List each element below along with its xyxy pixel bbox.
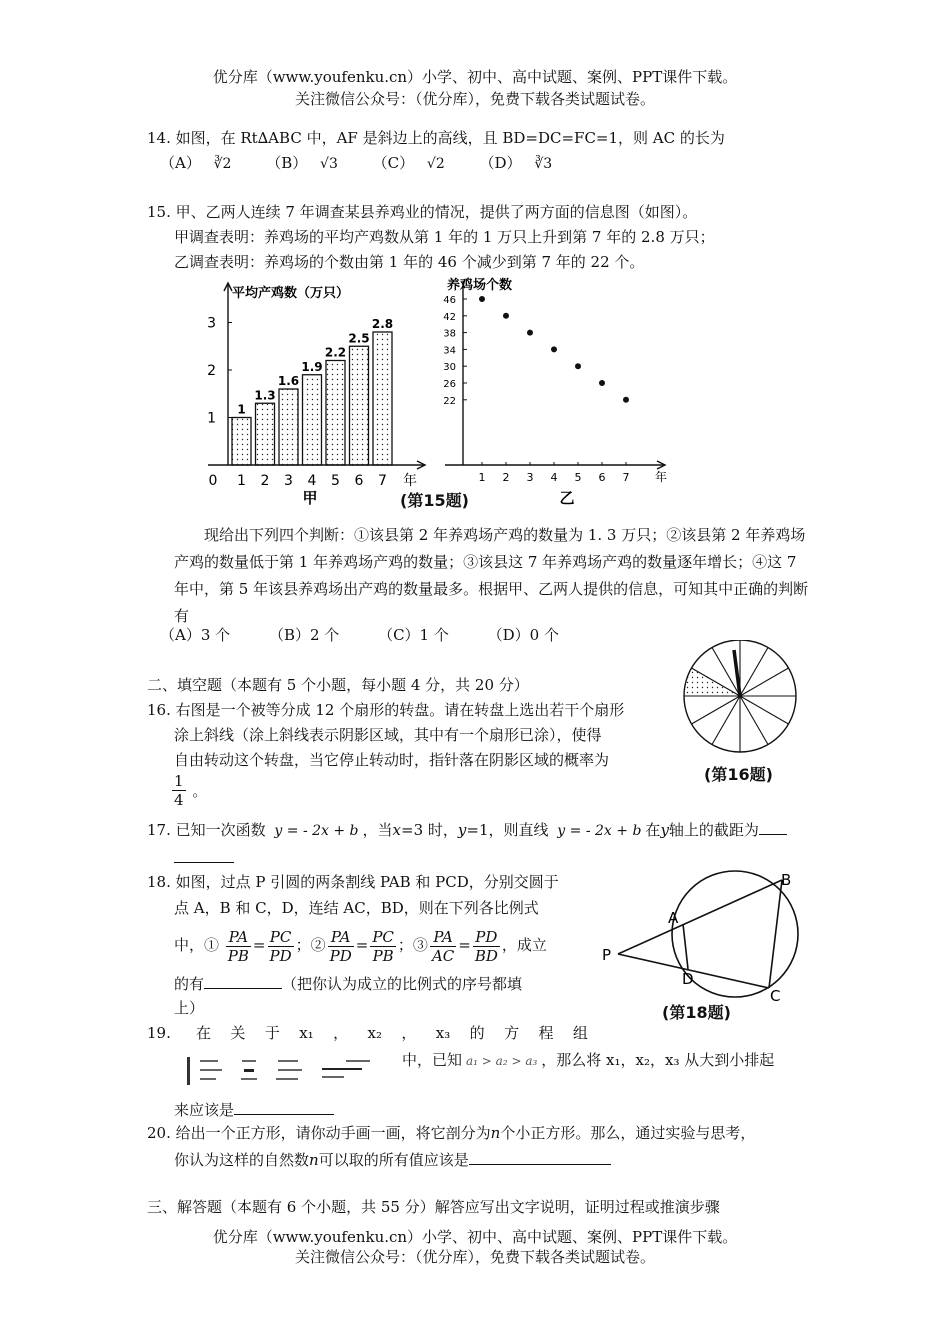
- q19-w4: ，: [333, 1024, 349, 1042]
- jia-bar-value-label: 2.5: [348, 331, 370, 346]
- q18-f3-num: PA: [430, 928, 456, 947]
- jia-x-tick-label: 7: [378, 473, 387, 489]
- jia-x-tick-label: 6: [354, 473, 364, 489]
- q18-post: ，成立: [501, 936, 547, 954]
- spinner-divider: [740, 668, 788, 696]
- q19-w2: 于: [264, 1024, 280, 1042]
- jia-caption: 甲: [302, 489, 318, 507]
- yi-y-tick-label: 34: [443, 345, 456, 357]
- q18-line-2: 点 A，B 和 C，D，连结 AC，BD，则在下列各比例式: [174, 899, 539, 917]
- header-line-1: 优分库（www.youfenku.cn）小学、初中、高中试题、案例、PPT课件下载。: [212, 68, 738, 86]
- q18-figure: [598, 868, 818, 1008]
- yi-y-tick-label: 22: [443, 395, 456, 407]
- q17-y: y: [457, 821, 467, 839]
- q15-option-c: （C）1 个: [378, 626, 449, 644]
- q16-line-1: 16. 右图是一个被等分成 12 个扇形的转盘。请在转盘上选出若干个扇形: [147, 701, 625, 719]
- jia-bar-value-label: 1.9: [301, 359, 323, 374]
- q14-options: [160, 152, 552, 175]
- q15-figure: [195, 277, 675, 512]
- q15-option-d: （D）0 个: [487, 626, 559, 644]
- q19-line-2: [402, 1049, 774, 1072]
- jia-bar-value-label: 2.8: [371, 317, 394, 331]
- q16-line-3: 自由转动这个转盘，当它停止转动时，指针落在阴影区域的概率为: [174, 751, 610, 769]
- q18-f2r-den: PB: [372, 946, 394, 965]
- yi-x-tick-label: 7: [622, 471, 630, 484]
- chart-yi: [443, 277, 667, 507]
- q19-w10: 程: [538, 1024, 554, 1042]
- q14-option-c-label: （C）: [372, 154, 415, 172]
- q18-f2-num: PA: [328, 928, 354, 947]
- q15-jia: 甲调查表明：养鸡场的平均产鸡数从第 1 年的 1 万只上升到第 7 年的 2.8 万只；: [174, 228, 715, 246]
- yi-x-tick-label: 3: [526, 471, 534, 484]
- q14-stem: 14. 如图，在 Rt∆ABC 中，AF 是斜边上的高线，且 BD=DC=FC=1，则 AC 的长为: [147, 129, 725, 147]
- q15-stem: 15. 甲、乙两人连续 7 年调查某县养鸡业的情况，提供了两方面的信息图（如图）。: [147, 203, 698, 221]
- q19-w0: 在: [196, 1024, 212, 1042]
- footer-line-2: 关注微信公众号：（优分库），免费下载各类试题试卷。: [294, 1248, 655, 1266]
- q15-options: [160, 624, 559, 646]
- jia-bar: [303, 375, 322, 465]
- q20-l1a: 20. 给出一个正方形，请你动手画一画，将它剖分为: [147, 1124, 491, 1142]
- q20-line-2: [174, 1148, 611, 1171]
- yi-point: [575, 363, 581, 369]
- jia-x-tick-label: 3: [284, 473, 293, 489]
- yi-y-tick-label: 46: [443, 295, 456, 306]
- q16-answer-fraction: [170, 772, 207, 809]
- yi-y-tick-label: 26: [443, 379, 456, 390]
- q16-end: 。: [192, 782, 208, 800]
- yi-x-tick-label: 1: [478, 471, 486, 484]
- q17-e: 在: [645, 821, 661, 839]
- jia-bar: [373, 332, 392, 465]
- jia-bar: [232, 418, 251, 466]
- q18-frac-3-left: [430, 928, 456, 965]
- q19-w5: x₂: [367, 1024, 382, 1042]
- spinner-divider: [740, 648, 768, 696]
- q16-line-2: 涂上斜线（涂上斜线表示阴影区域，其中有一个扇形已涂），使得: [174, 726, 602, 744]
- q17-c: =3 时，: [401, 821, 458, 839]
- chart-jia: [207, 283, 425, 507]
- jia-x-tick-label: 1: [237, 473, 246, 489]
- yi-x-label: 年: [654, 470, 668, 484]
- yi-x-tick-label: 6: [598, 471, 606, 484]
- section2-title: 二、填空题（本题有 5 个小题，每小题 4 分，共 20 分）: [147, 676, 529, 694]
- q18-f3-den: AC: [431, 946, 455, 965]
- q18-f3r-num: PD: [473, 928, 500, 947]
- jia-y-tick-label: 3: [207, 315, 216, 332]
- yi-point: [479, 296, 485, 302]
- q19-w1: 关: [230, 1024, 246, 1042]
- q19-w9: 方: [504, 1024, 520, 1042]
- q18-line-1: 18. 如图，过点 P 引圆的两条割线 PAB 和 PCD，分别交圆于: [147, 873, 559, 891]
- yi-point: [503, 313, 509, 319]
- q15-body: 现给出下列四个判断：①该县第 2 年养鸡场产鸡的数量为 1. 3 万只；②该县第 2 年养鸡场产鸡的数量低于第 1 年养鸡场产鸡的数量；③该县这 7 年养鸡场产鸡的数量逐年增长；④这 7 年中，第 5 年该县养鸡场出产鸡的数量最多。根据甲、乙两人提供的信息，可知其中正确的判断有: [174, 526, 809, 625]
- q17-f: 轴上的截距为: [668, 821, 759, 839]
- q14-option-b-label: （B）: [266, 154, 308, 172]
- q20-n1: n: [490, 1124, 501, 1142]
- jia-y-tick-label: 2: [207, 363, 216, 379]
- q18-f1-num: PA: [226, 928, 251, 947]
- q16-spinner: [680, 640, 800, 760]
- q18-l4b: （把你认为成立的比例式的序号都填: [282, 975, 523, 993]
- q17-a: 17. 已知一次函数: [147, 821, 266, 839]
- q20-n2: n: [309, 1151, 319, 1169]
- q18-chord-ad: [683, 924, 688, 969]
- q17-line: [147, 818, 787, 842]
- jia-x-tick-label: 4: [307, 473, 317, 489]
- q19-w8: 的: [469, 1024, 485, 1042]
- jia-origin-label: 0: [208, 473, 218, 489]
- yi-x-tick-label: 2: [502, 471, 510, 484]
- q18-f1r-den: PD: [269, 946, 292, 965]
- q18-frac-2-right: [370, 928, 396, 965]
- q17-answer-blank-a[interactable]: [759, 818, 787, 835]
- q15-figure-caption: (第15题): [400, 491, 469, 510]
- q19-spread-words: [196, 1022, 588, 1044]
- q18-f3r-den: BD: [474, 946, 498, 965]
- q18-frac-3-right: [473, 928, 500, 965]
- q18-line-4: [174, 972, 522, 995]
- q18-label-b: B: [781, 871, 792, 889]
- q18-answer-blank[interactable]: [204, 972, 282, 989]
- q20-answer-blank[interactable]: [469, 1148, 611, 1165]
- q16-denominator: 4: [174, 791, 184, 809]
- q19-w11: 组: [572, 1024, 588, 1042]
- q20-l1b: 个小正方形。那么，通过实验与思考，: [500, 1124, 756, 1142]
- jia-bar: [256, 403, 275, 465]
- q14-option-d-value: ∛3: [534, 156, 553, 172]
- jia-bar-value-label: 1: [237, 402, 246, 417]
- q18-caption: (第18题): [662, 1003, 731, 1022]
- yi-y-tick-label: 42: [443, 311, 456, 323]
- spinner-divider: [740, 696, 788, 724]
- q18-line-3: 中，① $\frac{PA}{PB}$ = $\frac{PC}{PD}$ ；② $\frac{PA}{PD}$ = $\frac{PC}{PB}$ ；③ $\frac{PA}{AC}$ = $\frac{PD}{BD}$ ，成立: [174, 927, 547, 965]
- q19-equation-system-image: [186, 1054, 396, 1088]
- q18-label-d: D: [682, 970, 694, 988]
- jia-title: 平均产鸡数（万只）: [232, 286, 350, 301]
- q17-b: ，当: [362, 821, 393, 839]
- q17-function-2: y = - 2x + b: [557, 823, 642, 839]
- q15-option-b: （B）2 个: [268, 626, 340, 644]
- spinner-disk: [684, 640, 796, 752]
- q18-chord-bc: [769, 880, 782, 988]
- q19-w3: x₁: [299, 1024, 314, 1042]
- q18-label-p: P: [602, 946, 612, 964]
- q19-tail: ，那么将 x₁，x₂，x₃ 从大到小排起: [541, 1051, 775, 1069]
- q20-l2b: 可以取的所有值应该是: [318, 1151, 469, 1169]
- q17-y2: y: [660, 821, 669, 839]
- q20-l2a: 你认为这样的自然数: [174, 1151, 310, 1169]
- q18-frac-1-left: [226, 928, 251, 965]
- q18-s2: ；②: [295, 936, 326, 954]
- yi-point: [599, 380, 605, 386]
- q19-answer-blank[interactable]: [234, 1098, 334, 1115]
- q16-fraction: [172, 772, 186, 809]
- jia-bar: [279, 389, 298, 465]
- section3-title: 三、解答题（本题有 6 个小题，共 55 分）解答应写出文字说明，证明过程或推演步骤: [147, 1198, 720, 1216]
- q18-s3: ；③: [397, 936, 428, 954]
- q20-line-1: [147, 1122, 755, 1144]
- jia-x-label: 年: [403, 473, 417, 489]
- q18-line-5: 上）: [174, 999, 205, 1017]
- jia-bar: [326, 361, 345, 466]
- yi-x-tick-label: 5: [574, 471, 582, 484]
- q19-order: a₁ > a₂ > a₃: [466, 1054, 538, 1068]
- jia-y-tick-label: 1: [207, 410, 216, 427]
- jia-x-tick-label: 5: [331, 473, 340, 489]
- footer-line-1: 优分库（www.youfenku.cn）小学、初中、高中试题、案例、PPT课件下载。: [212, 1228, 738, 1246]
- q19-mid: 中，已知: [402, 1051, 463, 1069]
- header-line-2: 关注微信公众号：（优分库），免费下载各类试题试卷。: [294, 90, 655, 108]
- q19-l3: 来应该是: [174, 1101, 235, 1119]
- yi-y-tick-label: 30: [443, 362, 456, 374]
- q18-label-c: C: [770, 987, 781, 1005]
- q19-num: 19.: [147, 1024, 171, 1042]
- q17-x: x: [392, 821, 402, 839]
- q18-frac-2-left: [328, 928, 354, 965]
- q17-answer-blank-b[interactable]: [174, 846, 234, 863]
- q14-option-b-value: √3: [320, 156, 338, 172]
- q19-line-3: [174, 1098, 334, 1121]
- spinner-pointer: [734, 650, 740, 696]
- q18-label-a: A: [668, 909, 679, 927]
- q18-pre: 中，①: [174, 936, 220, 954]
- jia-bar-value-label: 1.3: [254, 388, 276, 403]
- q14-option-a-label: （A）: [160, 154, 201, 172]
- jia-bar: [350, 346, 369, 465]
- q18-f2-den: PD: [329, 946, 352, 965]
- yi-point: [527, 330, 533, 336]
- q18-f1r-num: PC: [268, 928, 294, 947]
- q14-option-c-value: √2: [426, 156, 445, 172]
- spinner-divider: [692, 696, 740, 724]
- spinner-divider: [712, 696, 740, 744]
- yi-x-tick-label: 4: [550, 471, 558, 484]
- q18-f1-den: PB: [227, 946, 249, 965]
- yi-title: 养鸡场个数: [447, 278, 513, 293]
- q18-secant-pab: [618, 880, 782, 954]
- q15-option-a: （A）3 个: [160, 626, 231, 644]
- q16-caption: (第16题): [704, 765, 773, 784]
- yi-point: [623, 397, 629, 403]
- q18-f2r-num: PC: [372, 927, 394, 946]
- jia-x-tick-label: 2: [260, 473, 270, 489]
- q19-w6: ，: [401, 1024, 417, 1042]
- yi-point: [551, 346, 557, 352]
- spinner-divider: [740, 696, 768, 744]
- yi-y-tick-label: 38: [443, 328, 456, 340]
- q14-option-a-value: ∛2: [213, 156, 232, 172]
- q15-yi: 乙调查表明：养鸡场的个数由第 1 年的 46 个减少到第 7 年的 22 个。: [174, 253, 645, 271]
- yi-caption: 乙: [559, 489, 575, 507]
- q18-l4a: 的有: [174, 975, 205, 993]
- q17-function-1: y = - 2x + b: [274, 823, 359, 839]
- q18-frac-1-right: [268, 928, 294, 965]
- q19-w7: x₃: [435, 1024, 451, 1042]
- q14-option-d-label: （D）: [479, 154, 522, 172]
- q16-numerator: 1: [174, 772, 184, 790]
- jia-bar-value-label: 2.2: [324, 345, 347, 360]
- q17-d: =1，则直线: [466, 821, 549, 839]
- jia-bar-value-label: 1.6: [277, 374, 300, 388]
